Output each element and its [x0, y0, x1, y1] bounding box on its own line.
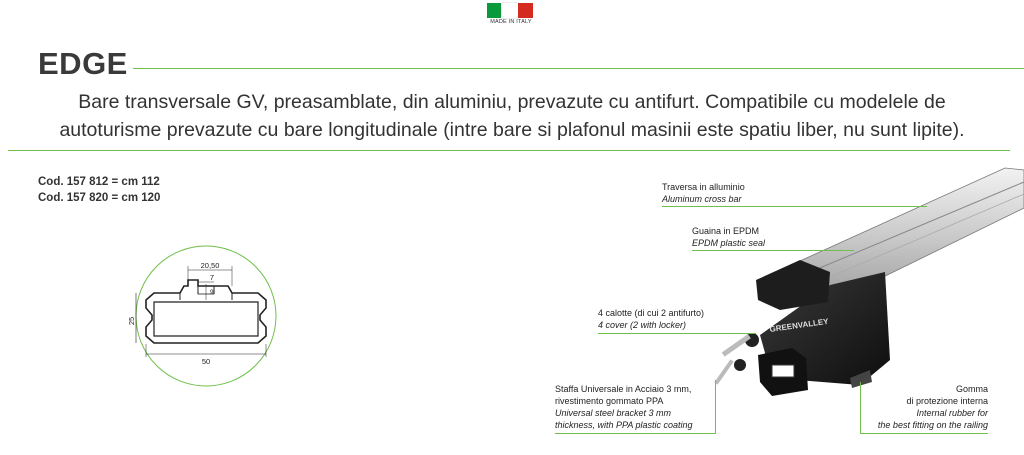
callout-seal: [692, 225, 765, 249]
callout-it: Guaina in EPDM: [692, 226, 760, 236]
callout-it: 4 calotte (di cui 2 antifurto): [598, 308, 705, 318]
dim-height: 25: [127, 316, 136, 326]
callout-rubber: [878, 383, 988, 431]
brand-label: GREENVALLEY: [769, 316, 830, 334]
roof-bar-product-image: [700, 160, 1024, 410]
callout-line: [860, 382, 861, 434]
callout-en: 4 cover (2 with locker): [598, 320, 687, 330]
callout-crossbar: [662, 181, 745, 205]
callout-line: [860, 433, 988, 434]
callout-it: Staffa Universale in Acciaio 3 mm,: [555, 384, 692, 394]
callout-it: Traversa in alluminio: [662, 182, 745, 192]
callout-line: [715, 380, 716, 434]
callout-it: di protezione interna: [906, 396, 988, 406]
callout-bracket: [555, 383, 693, 431]
callout-it: Gomma: [955, 384, 988, 394]
description-line: autoturisme prevazute cu bare longitudinale (intre bare si plafonul masinii este spatiu liber, nu sunt lipite).: [59, 119, 965, 141]
title-divider: [133, 68, 1024, 69]
callout-line: [662, 206, 927, 207]
callout-line: [598, 333, 756, 334]
callout-en: Internal rubber for: [916, 408, 988, 418]
product-codes: [38, 174, 160, 206]
product-code: Cod. 157 820 = cm 120: [38, 192, 161, 204]
product-code: Cod. 157 812 = cm 112: [38, 176, 160, 188]
callout-line: [555, 433, 715, 434]
made-in-italy-label: MADE IN ITALY: [490, 19, 532, 25]
callout-en: Aluminum cross bar: [662, 194, 742, 204]
callout-en: Universal steel bracket 3 mm: [555, 408, 672, 418]
dim-slot-width: 7: [209, 273, 215, 282]
dim-width: 50: [201, 357, 211, 366]
callout-line: [692, 250, 854, 251]
description-line: Bare transversale GV, preasamblate, din aluminiu, prevazute cu antifurt. Compatibile cu modelele de: [78, 91, 946, 113]
product-title: EDGE: [38, 46, 128, 81]
callout-en: EPDM plastic seal: [692, 238, 766, 248]
callout-covers: [598, 307, 704, 331]
callout-it: rivestimento gommato PPA: [555, 396, 664, 406]
dim-top-width: 20,50: [200, 261, 220, 270]
italy-flag-icon: [487, 3, 533, 18]
callout-en: the best fitting on the railing: [877, 420, 988, 430]
description-divider: [8, 150, 1010, 151]
dim-slot-depth: 9: [210, 289, 214, 296]
product-description: [0, 88, 1024, 144]
bar-profile-diagram: [128, 242, 288, 392]
callout-en: thickness, with PPA plastic coating: [555, 420, 693, 430]
